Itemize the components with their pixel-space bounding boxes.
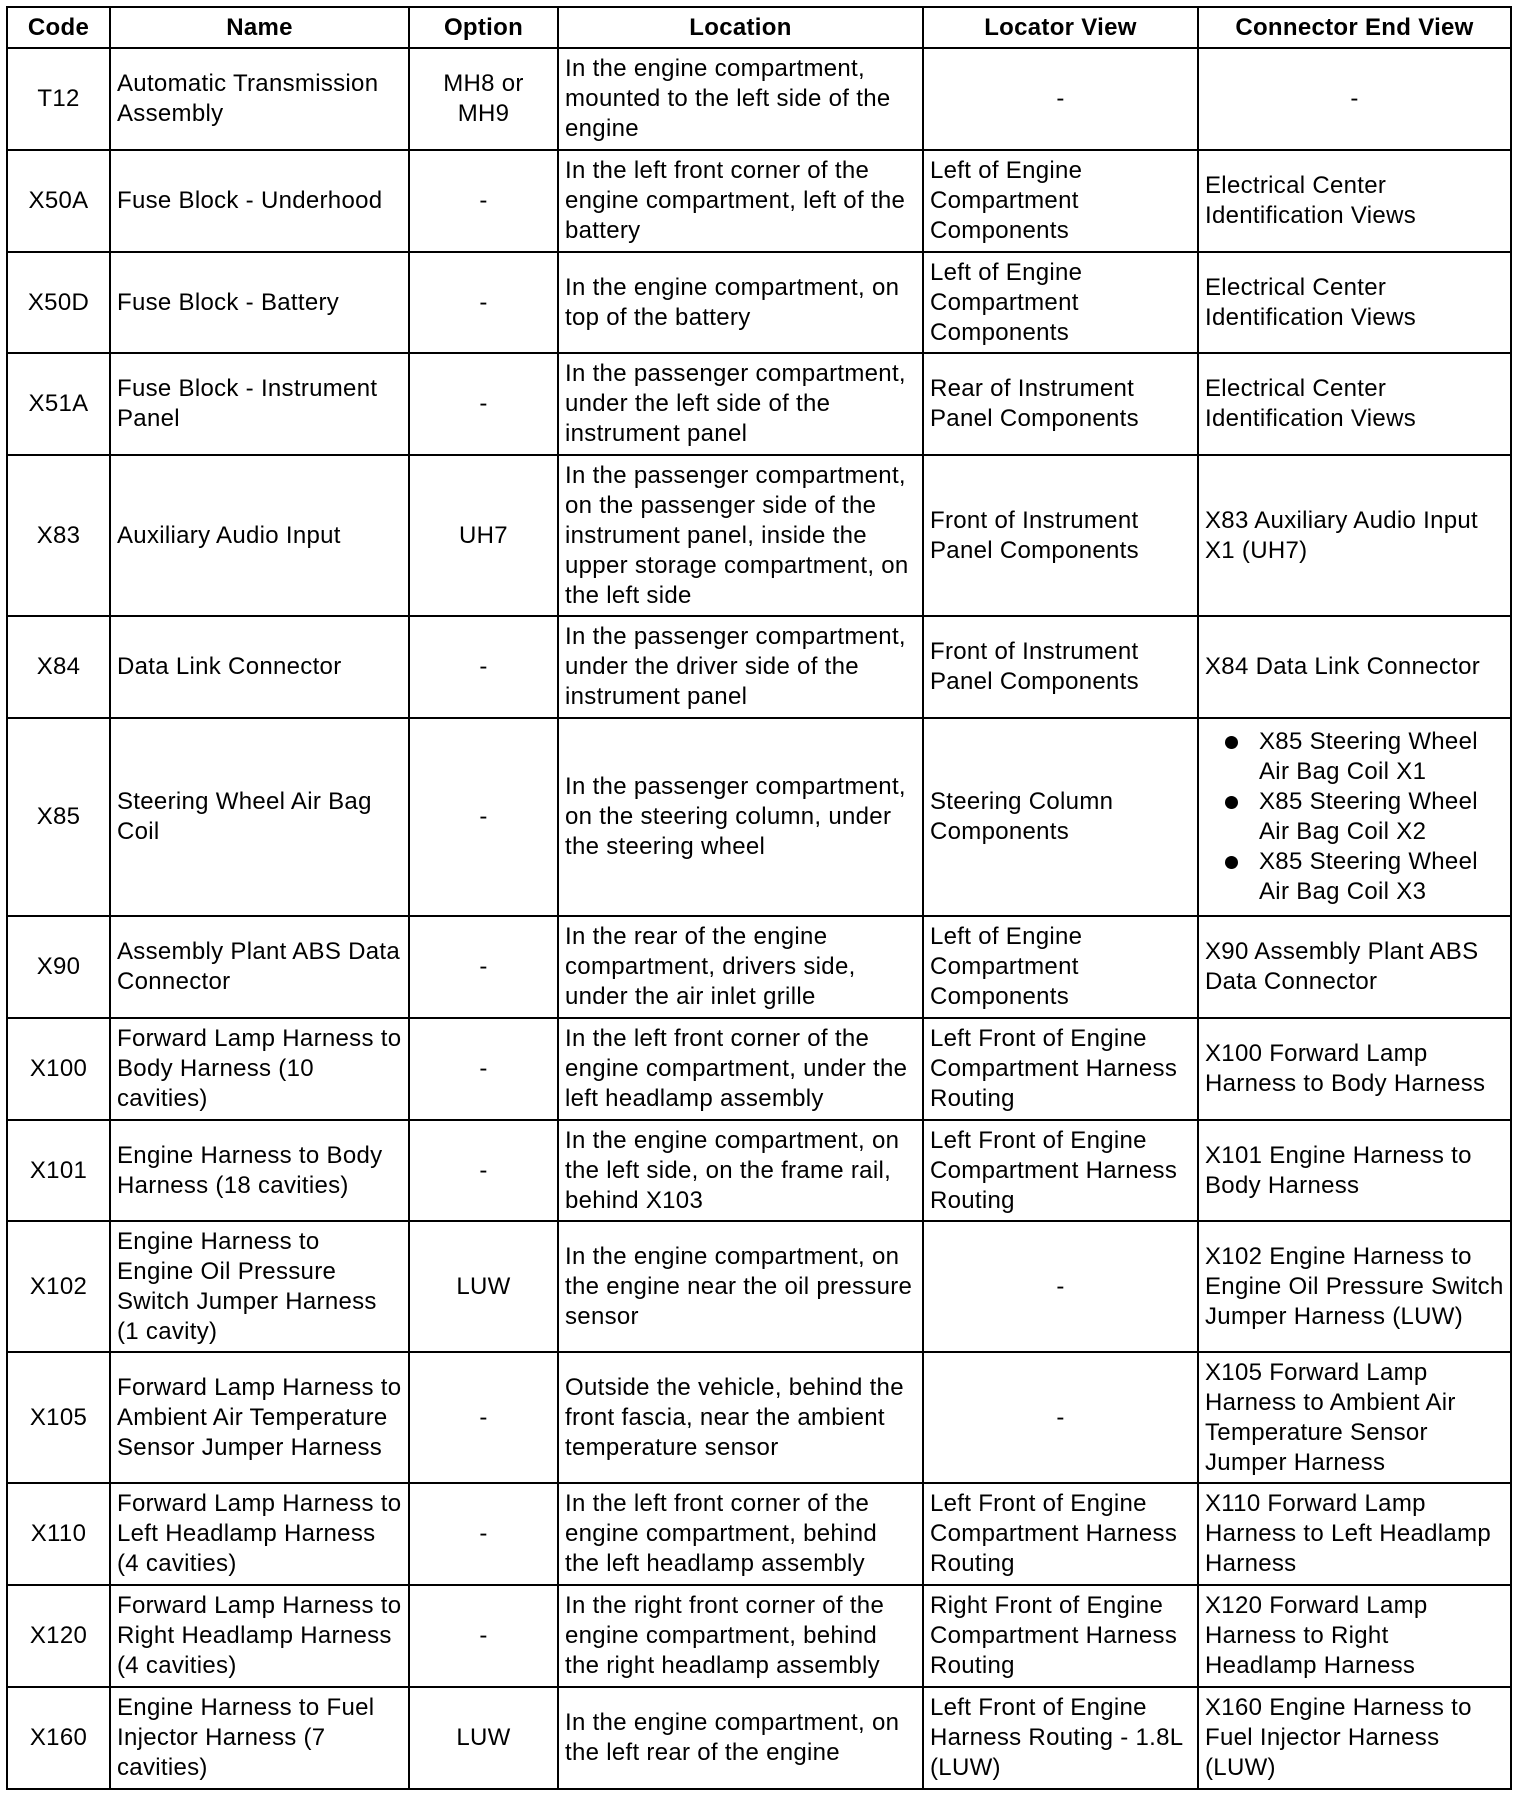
table-row xyxy=(7,1352,1511,1483)
cell-connector-end-view: X83 Auxiliary Audio Input X1 (UH7) xyxy=(1198,455,1511,616)
header-code: Code xyxy=(7,7,110,48)
cell-name: Engine Harness to Engine Oil Pressure Switch Jumper Harness (1 cavity) xyxy=(110,1221,409,1352)
cell-code: X51A xyxy=(7,353,110,455)
cell-name: Assembly Plant ABS Data Connector xyxy=(110,916,409,1018)
cell-locator-view: Left of Engine Compartment Components xyxy=(923,916,1198,1018)
cell-locator-view: Left Front of Engine Compartment Harness Routing xyxy=(923,1120,1198,1221)
bullet-icon xyxy=(1225,856,1238,869)
cell-location: In the passenger compartment, on the passenger side of the instrument panel, inside the upper storage compartment, on the left side xyxy=(558,455,923,616)
cell-locator-view: Left Front of Engine Compartment Harness Routing xyxy=(923,1018,1198,1120)
cell-locator-view: - xyxy=(923,1221,1198,1352)
cell-locator-view: Right Front of Engine Compartment Harness Routing xyxy=(923,1585,1198,1687)
cell-location: In the passenger compartment, on the steering column, under the steering wheel xyxy=(558,718,923,916)
cell-locator-view: Left Front of Engine Harness Routing - 1.8L (LUW) xyxy=(923,1687,1198,1789)
cell-option: MH8 or MH9 xyxy=(409,48,558,150)
cell-code: T12 xyxy=(7,48,110,150)
cell-name: Forward Lamp Harness to Left Headlamp Harness (4 cavities) xyxy=(110,1483,409,1585)
cell-location: In the engine compartment, on the left rear of the engine xyxy=(558,1687,923,1789)
table-row xyxy=(7,616,1511,718)
header-option: Option xyxy=(409,7,558,48)
cell-location: In the engine compartment, on top of the battery xyxy=(558,252,923,353)
cell-name: Automatic Transmission Assembly xyxy=(110,48,409,150)
cell-name: Fuse Block - Battery xyxy=(110,252,409,353)
list-item-text: X85 Steering Wheel Air Bag Coil X3 xyxy=(1259,848,1478,905)
cell-connector-end-view xyxy=(1198,718,1511,916)
table-row xyxy=(7,1687,1511,1789)
cell-name: Data Link Connector xyxy=(110,616,409,718)
header-row xyxy=(7,7,1511,48)
cell-name: Fuse Block - Instrument Panel xyxy=(110,353,409,455)
cell-connector-end-view: X160 Engine Harness to Fuel Injector Harness (LUW) xyxy=(1198,1687,1511,1789)
table-row xyxy=(7,1120,1511,1221)
table-row xyxy=(7,1221,1511,1352)
cell-option: - xyxy=(409,718,558,916)
cell-connector-end-view: Electrical Center Identification Views xyxy=(1198,150,1511,252)
bullet-icon xyxy=(1225,736,1238,749)
list-item xyxy=(1225,727,1504,787)
list-item-text: X85 Steering Wheel Air Bag Coil X2 xyxy=(1259,788,1478,845)
cell-connector-end-view: X120 Forward Lamp Harness to Right Headlamp Harness xyxy=(1198,1585,1511,1687)
cell-option: - xyxy=(409,1483,558,1585)
list-item xyxy=(1225,847,1504,907)
cell-locator-view: Rear of Instrument Panel Components xyxy=(923,353,1198,455)
table-row xyxy=(7,252,1511,353)
cell-code: X83 xyxy=(7,455,110,616)
header-location: Location xyxy=(558,7,923,48)
cell-connector-end-view: X100 Forward Lamp Harness to Body Harness xyxy=(1198,1018,1511,1120)
cell-connector-end-view: X101 Engine Harness to Body Harness xyxy=(1198,1120,1511,1221)
cell-name: Engine Harness to Fuel Injector Harness (7 cavities) xyxy=(110,1687,409,1789)
cell-location: In the left front corner of the engine compartment, behind the left headlamp assembly xyxy=(558,1483,923,1585)
cell-option: - xyxy=(409,616,558,718)
cell-locator-view: - xyxy=(923,1352,1198,1483)
cell-option: - xyxy=(409,150,558,252)
table-row xyxy=(7,718,1511,916)
cell-option: - xyxy=(409,1352,558,1483)
header-name: Name xyxy=(110,7,409,48)
cell-locator-view: Left Front of Engine Compartment Harness Routing xyxy=(923,1483,1198,1585)
cell-code: X102 xyxy=(7,1221,110,1352)
cell-locator-view: Front of Instrument Panel Components xyxy=(923,455,1198,616)
cell-locator-view: Left of Engine Compartment Components xyxy=(923,150,1198,252)
cell-location: In the engine compartment, on the engine near the oil pressure sensor xyxy=(558,1221,923,1352)
table-row xyxy=(7,1585,1511,1687)
table-row xyxy=(7,916,1511,1018)
cell-option: LUW xyxy=(409,1221,558,1352)
cell-location: In the left front corner of the engine compartment, left of the battery xyxy=(558,150,923,252)
cell-option: - xyxy=(409,252,558,353)
cell-option: - xyxy=(409,1018,558,1120)
cell-connector-end-view: X110 Forward Lamp Harness to Left Headlamp Harness xyxy=(1198,1483,1511,1585)
cell-location: In the rear of the engine compartment, drivers side, under the air inlet grille xyxy=(558,916,923,1018)
cell-code: X105 xyxy=(7,1352,110,1483)
cell-location: In the passenger compartment, under the left side of the instrument panel xyxy=(558,353,923,455)
cell-connector-end-view: Electrical Center Identification Views xyxy=(1198,353,1511,455)
cell-name: Engine Harness to Body Harness (18 cavities) xyxy=(110,1120,409,1221)
list-item-text: X85 Steering Wheel Air Bag Coil X1 xyxy=(1259,728,1478,785)
cell-code: X85 xyxy=(7,718,110,916)
cell-code: X90 xyxy=(7,916,110,1018)
cell-location: In the passenger compartment, under the driver side of the instrument panel xyxy=(558,616,923,718)
cell-option: - xyxy=(409,1585,558,1687)
list-item xyxy=(1225,787,1504,847)
cell-name: Auxiliary Audio Input xyxy=(110,455,409,616)
cell-name: Forward Lamp Harness to Ambient Air Temperature Sensor Jumper Harness xyxy=(110,1352,409,1483)
cell-code: X101 xyxy=(7,1120,110,1221)
table-row xyxy=(7,150,1511,252)
table-row xyxy=(7,1483,1511,1585)
cell-locator-view: Left of Engine Compartment Components xyxy=(923,252,1198,353)
cell-locator-view: - xyxy=(923,48,1198,150)
bullet-icon xyxy=(1225,796,1238,809)
cell-code: X50A xyxy=(7,150,110,252)
connector-end-view-list xyxy=(1205,727,1504,907)
table-row xyxy=(7,353,1511,455)
cell-connector-end-view: X84 Data Link Connector xyxy=(1198,616,1511,718)
cell-code: X84 xyxy=(7,616,110,718)
cell-name: Forward Lamp Harness to Body Harness (10 cavities) xyxy=(110,1018,409,1120)
cell-connector-end-view: X102 Engine Harness to Engine Oil Pressure Switch Jumper Harness (LUW) xyxy=(1198,1221,1511,1352)
cell-code: X120 xyxy=(7,1585,110,1687)
cell-option: - xyxy=(409,353,558,455)
cell-option: LUW xyxy=(409,1687,558,1789)
cell-option: - xyxy=(409,1120,558,1221)
cell-connector-end-view: X105 Forward Lamp Harness to Ambient Air Temperature Sensor Jumper Harness xyxy=(1198,1352,1511,1483)
cell-location: Outside the vehicle, behind the front fascia, near the ambient temperature sensor xyxy=(558,1352,923,1483)
connector-list-table xyxy=(6,6,1512,1790)
cell-code: X160 xyxy=(7,1687,110,1789)
cell-option: - xyxy=(409,916,558,1018)
cell-location: In the right front corner of the engine compartment, behind the right headlamp assembly xyxy=(558,1585,923,1687)
cell-locator-view: Front of Instrument Panel Components xyxy=(923,616,1198,718)
table-row xyxy=(7,1018,1511,1120)
header-connector-end-view: Connector End View xyxy=(1198,7,1511,48)
cell-code: X110 xyxy=(7,1483,110,1585)
cell-location: In the engine compartment, mounted to the left side of the engine xyxy=(558,48,923,150)
cell-location: In the engine compartment, on the left side, on the frame rail, behind X103 xyxy=(558,1120,923,1221)
table-body xyxy=(7,48,1511,1789)
cell-locator-view: Steering Column Components xyxy=(923,718,1198,916)
header-locator-view: Locator View xyxy=(923,7,1198,48)
cell-code: X50D xyxy=(7,252,110,353)
cell-connector-end-view: X90 Assembly Plant ABS Data Connector xyxy=(1198,916,1511,1018)
cell-code: X100 xyxy=(7,1018,110,1120)
cell-name: Steering Wheel Air Bag Coil xyxy=(110,718,409,916)
cell-option: UH7 xyxy=(409,455,558,616)
cell-location: In the left front corner of the engine compartment, under the left headlamp assembly xyxy=(558,1018,923,1120)
cell-name: Fuse Block - Underhood xyxy=(110,150,409,252)
cell-connector-end-view: - xyxy=(1198,48,1511,150)
table-row xyxy=(7,455,1511,616)
cell-connector-end-view: Electrical Center Identification Views xyxy=(1198,252,1511,353)
table-row xyxy=(7,48,1511,150)
cell-name: Forward Lamp Harness to Right Headlamp Harness (4 cavities) xyxy=(110,1585,409,1687)
connector-table-sheet xyxy=(6,6,1510,1790)
